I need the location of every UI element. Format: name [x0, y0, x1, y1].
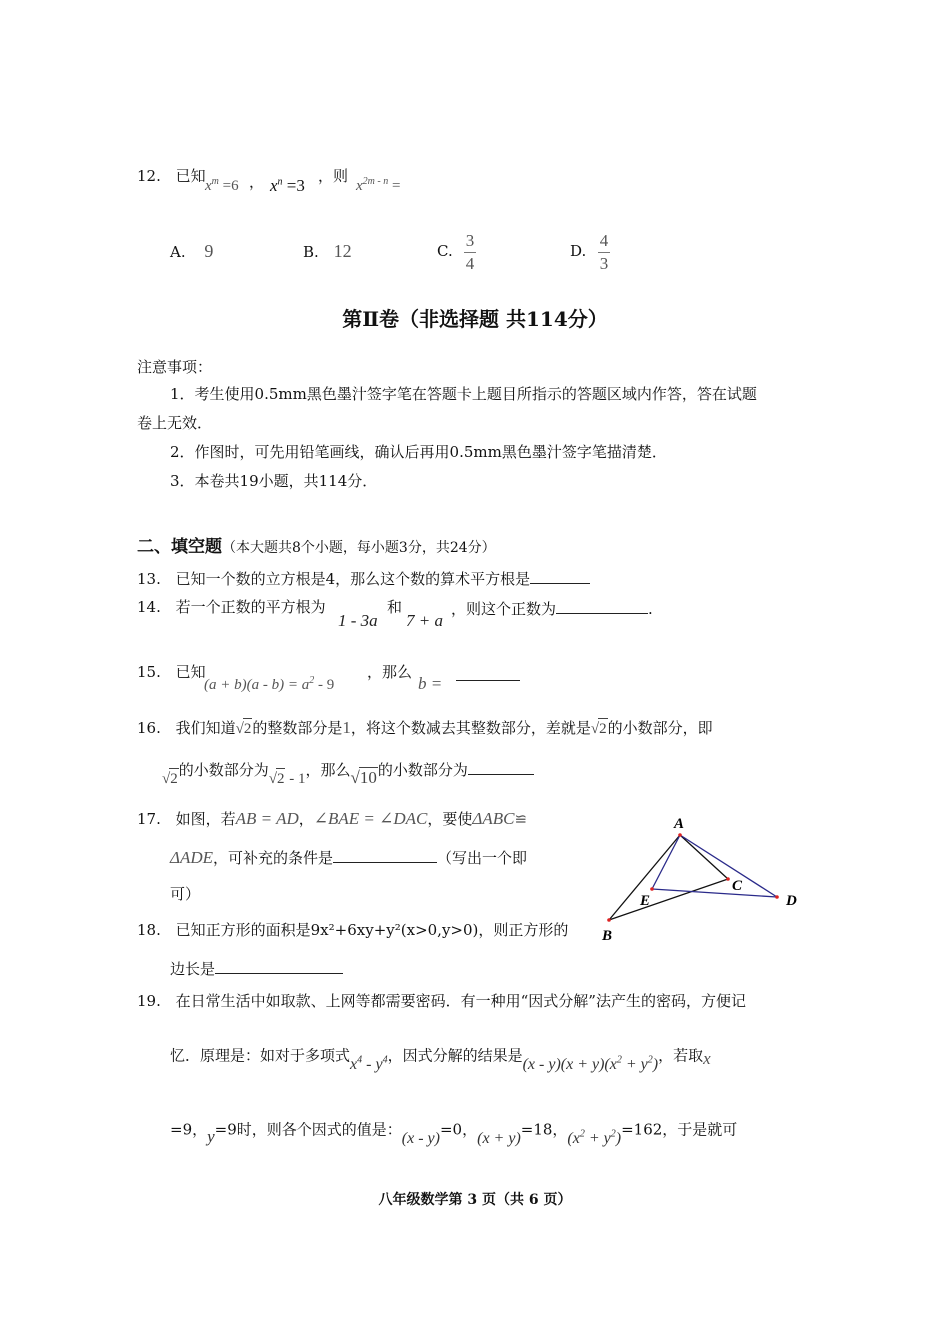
q14-expr1: 1 - 3a	[338, 611, 378, 630]
q16-answer-blank	[468, 758, 534, 775]
q17-line3: 可）	[170, 885, 201, 903]
segment-ac	[680, 835, 728, 879]
q15-expr2: b =	[418, 674, 443, 693]
point-c	[726, 877, 730, 881]
label-b: B	[602, 928, 613, 944]
q15-line: 15. 已知	[137, 663, 206, 681]
part2-heading: 二、填空题（本大题共8个小题，每小题3分，共24分）	[137, 537, 496, 557]
q19-line3: =9，y=9时，则各个因式的值是：(x - y)=0，(x + y)=18，$(x^2 + y^2)=162$，于是就可	[170, 1120, 738, 1148]
label-e: E	[640, 893, 651, 909]
q17-line1: 17. 如图，若AB = AD，∠BAE = ∠DAC，要使ΔABC≌	[137, 809, 528, 828]
section2-title: 第Ⅱ卷（非选择题 共114分）	[342, 307, 608, 331]
q12-line	[137, 166, 206, 186]
q13-answer-blank	[530, 567, 590, 584]
segment-ed	[652, 889, 777, 897]
q17-answer-blank	[333, 846, 437, 863]
point-d	[775, 895, 779, 899]
q12-number: 12.	[137, 167, 161, 185]
q18-line2: 边长是	[170, 957, 343, 979]
q14-expr2: 7 + a	[406, 611, 443, 630]
q12-option-c-label: C.	[437, 242, 453, 260]
q19-line2: 忆．原理是：如对于多项式$x^4 - y^4$，因式分解的结果是$(x - y)(x + y)(x^2 + y^2)$，若取x	[170, 1046, 711, 1074]
notes-heading: 注意事项：	[137, 358, 213, 376]
triangle-figure	[595, 812, 810, 947]
q14-rest: ，则这个正数为 .	[451, 597, 653, 619]
q12-option-b: B. 12	[303, 241, 352, 261]
point-e	[650, 887, 654, 891]
q14-answer-blank	[556, 597, 648, 614]
point-b	[607, 918, 611, 922]
q12-sep2: ，则	[318, 167, 349, 185]
notes-item2: 2．作图时，可先用铅笔画线，确认后再用0.5mm黑色墨汁签字笔描清楚．	[170, 443, 667, 461]
q16-line1: 16. 我们知道√2的整数部分是1，将这个数减去其整数部分，差就是√2的小数部分，即	[137, 718, 713, 737]
q12-eq2: $x^n =3$	[270, 176, 305, 195]
q12-eq1: $x^m =6$	[205, 176, 239, 194]
segment-ae	[652, 835, 680, 889]
q15-then: ，那么	[367, 663, 413, 681]
notes-item3: 3．本卷共19小题，共114分．	[170, 472, 378, 490]
label-c: C	[732, 878, 743, 894]
q18-answer-blank	[215, 957, 343, 974]
q15-expr: $(a + b)(a - b) = a^2 - 9$	[204, 675, 335, 693]
q12-eq3: $x^{2m - n}$ =	[356, 176, 401, 194]
q13: 13. 已知一个数的立方根是4，那么这个数的算术平方根是	[137, 567, 590, 589]
segment-ad	[680, 835, 777, 897]
point-a	[678, 833, 682, 837]
q15-answer-blank	[456, 680, 520, 681]
q16-line2: √2的小数部分为√2 - 1，那么√10的小数部分为	[162, 758, 534, 781]
q12-lead: 已知	[175, 167, 206, 185]
q12-option-d-label: D.	[570, 242, 587, 260]
label-a: A	[674, 816, 685, 832]
q14-and: 和	[387, 598, 403, 616]
q12-option-c-fraction: $\frac{3}{4}$	[465, 231, 475, 273]
notes-item1-line1: 1．考生使用0.5mm黑色墨汁签字笔在答题卡上题目所指示的答题区域内作答，答在试题	[170, 385, 757, 403]
q18-line1: 18. 已知正方形的面积是9x²+6xy+y²(x>0,y>0)，则正方形的	[137, 921, 569, 939]
q12-option-d-fraction: $\frac{4}{3}$	[599, 231, 609, 273]
q17-line2: ΔADE，可补充的条件是 （写出一个即	[170, 848, 528, 867]
q19-line1: 19. 在日常生活中如取款、上网等都需要密码．有一种用“因式分解”法产生的密码，方便记	[137, 992, 746, 1010]
q14-line: 14. 若一个正数的平方根为	[137, 598, 326, 616]
label-d: D	[786, 893, 797, 909]
page-footer: 八年级数学第 3 页（共 6 页）	[378, 1192, 572, 1208]
q12-option-a: A. 9	[170, 241, 214, 261]
q12-sep1: ，	[249, 173, 265, 191]
notes-item1-line2: 卷上无效．	[137, 414, 213, 432]
